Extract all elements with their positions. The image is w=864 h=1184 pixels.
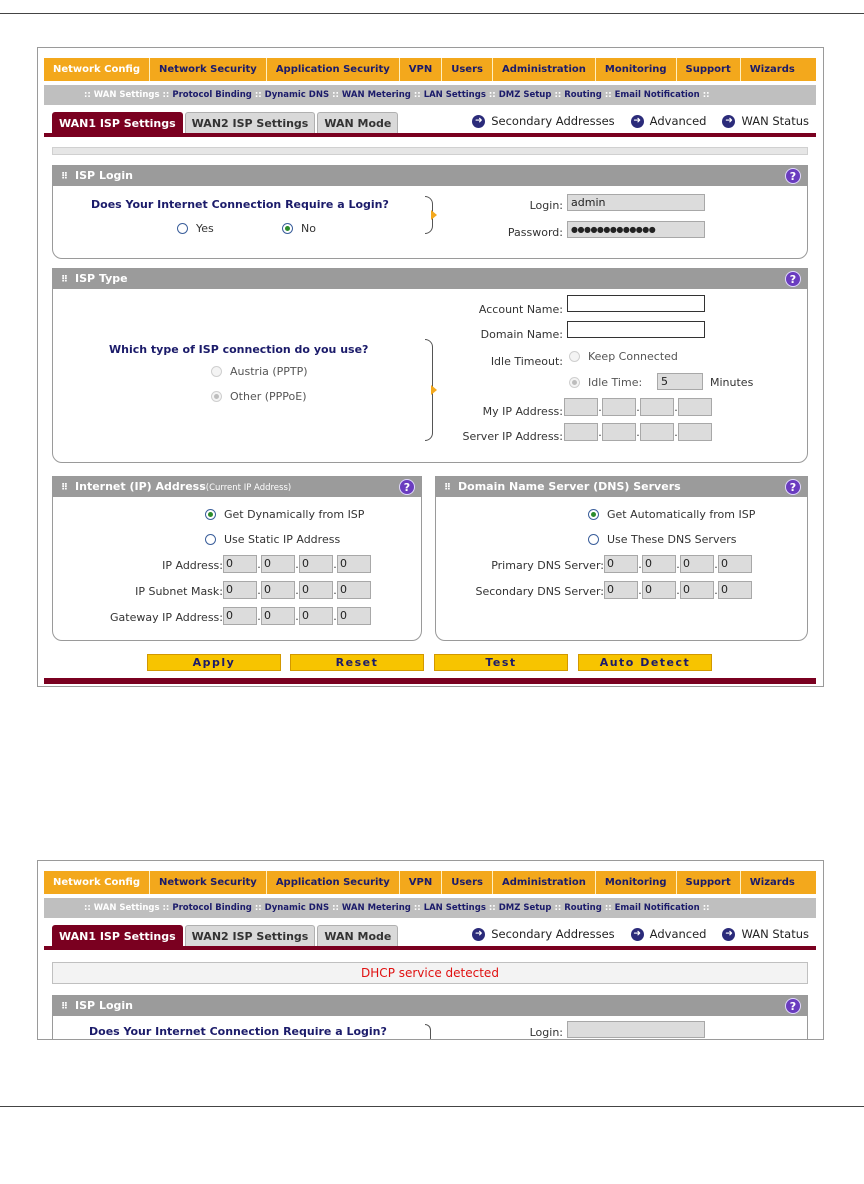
help-icon[interactable]: ?: [785, 479, 801, 495]
dns-auto-radio[interactable]: Get Automatically from ISP: [588, 508, 755, 521]
arrow-right-icon: ➜: [631, 115, 644, 128]
nav-monitoring[interactable]: Monitoring: [596, 58, 677, 81]
bracket-arrow: [431, 385, 437, 395]
subnav-wan-settings[interactable]: :: WAN Settings: [84, 90, 160, 100]
domain-name-input[interactable]: [567, 321, 705, 338]
nav-users[interactable]: Users: [442, 58, 493, 81]
nav-network-security[interactable]: Network Security: [150, 871, 267, 894]
my-ip-input[interactable]: . . .: [564, 398, 712, 416]
nav-network-config[interactable]: Network Config: [44, 58, 150, 81]
radio-dot-selected: [569, 377, 580, 388]
login-field[interactable]: admin: [567, 194, 705, 211]
keep-connected-radio[interactable]: Keep Connected: [569, 350, 678, 363]
help-icon[interactable]: ?: [785, 998, 801, 1014]
isp-login-section: [52, 165, 808, 259]
tab-underline: [44, 133, 816, 137]
grip-icon: ⠿: [61, 1002, 68, 1012]
nav-vpn[interactable]: VPN: [400, 58, 442, 81]
account-name-label: Account Name:: [478, 303, 563, 316]
radio-dot: [205, 534, 216, 545]
login-question: Does Your Internet Connection Require a Login?: [91, 198, 389, 211]
login-question: Does Your Internet Connection Require a Login?: [89, 1025, 387, 1038]
radio-dot: [588, 534, 599, 545]
advanced-link[interactable]: ➜ Advanced: [631, 927, 707, 941]
login-no-radio[interactable]: No: [282, 222, 316, 235]
login-field[interactable]: [567, 1021, 705, 1038]
bracket-divider: [425, 1024, 431, 1040]
nav-support[interactable]: Support: [677, 871, 741, 894]
arrow-right-icon: ➜: [472, 928, 485, 941]
tab-wan-mode[interactable]: WAN Mode: [317, 925, 398, 946]
password-label: Password:: [507, 226, 563, 239]
primary-dns-label: Primary DNS Server:: [491, 559, 604, 572]
nav-monitoring[interactable]: Monitoring: [596, 871, 677, 894]
isp-login-header: ⠿ ISP Login: [53, 166, 807, 186]
tab-wan2-isp-settings[interactable]: WAN2 ISP Settings: [185, 925, 316, 946]
idle-time-input[interactable]: 5: [657, 373, 703, 390]
wan-status-link[interactable]: ➜ WAN Status: [722, 114, 809, 128]
secondary-addresses-link[interactable]: ➜ Secondary Addresses: [472, 114, 614, 128]
arrow-right-icon: ➜: [631, 928, 644, 941]
gateway-ip-label: Gateway IP Address:: [110, 611, 223, 624]
page-bottom-rule: [0, 1106, 864, 1107]
subnav-wan-metering[interactable]: WAN Metering: [341, 903, 411, 913]
dns-manual-radio[interactable]: Use These DNS Servers: [588, 533, 736, 546]
login-yes-radio[interactable]: Yes: [177, 222, 214, 235]
arrow-right-icon: ➜: [472, 115, 485, 128]
bracket-arrow: [431, 210, 437, 220]
isp-type-question: Which type of ISP connection do you use?: [109, 343, 369, 356]
subnav-email-notification[interactable]: Email Notification: [614, 903, 700, 913]
nav-support[interactable]: Support: [677, 58, 741, 81]
subnav-routing[interactable]: Routing: [564, 903, 602, 913]
subnav-protocol-binding[interactable]: Protocol Binding: [172, 903, 252, 913]
dhcp-detected-screenshot: [37, 860, 824, 1040]
grip-icon: ⠿: [61, 483, 68, 493]
advanced-link[interactable]: ➜ Advanced: [631, 114, 707, 128]
server-ip-label: Server IP Address:: [462, 430, 563, 443]
sub-nav: :: WAN Settings :: Protocol Binding :: Dynamic DNS :: WAN Metering :: LAN Settings :: DMZ Setup :: Routing :: Email Notification ::: [44, 898, 816, 918]
austria-pptp-radio[interactable]: Austria (PPTP): [211, 365, 308, 378]
auto-detect-button[interactable]: Auto Detect: [578, 654, 712, 671]
login-label: Login:: [529, 1026, 563, 1039]
subnav-dmz-setup[interactable]: DMZ Setup: [498, 90, 552, 100]
subnav-email-notification[interactable]: Email Notification: [614, 90, 700, 100]
static-ip-radio[interactable]: Use Static IP Address: [205, 533, 340, 546]
radio-dot-selected: [211, 391, 222, 402]
arrow-right-icon: ➜: [722, 115, 735, 128]
nav-wizards[interactable]: Wizards: [749, 877, 795, 888]
main-nav: [44, 58, 816, 81]
tab-bar: [52, 112, 400, 133]
nav-administration[interactable]: Administration: [493, 871, 596, 894]
nav-vpn[interactable]: VPN: [400, 871, 442, 894]
footer-bar: [44, 678, 816, 684]
radio-dot-selected: [588, 509, 599, 520]
internet-ip-section: [52, 476, 422, 641]
nav-application-security[interactable]: Application Security: [267, 58, 400, 81]
header-links: [456, 927, 809, 941]
subnav-lan-settings[interactable]: LAN Settings: [423, 90, 486, 100]
header-links: [456, 114, 809, 128]
subnav-wan-settings[interactable]: :: WAN Settings: [84, 903, 160, 913]
my-ip-label: My IP Address:: [482, 405, 563, 418]
ip-address-label: IP Address:: [162, 559, 223, 572]
subnav-lan-settings[interactable]: LAN Settings: [423, 903, 486, 913]
subnav-dmz-setup[interactable]: DMZ Setup: [498, 903, 552, 913]
help-icon[interactable]: ?: [785, 168, 801, 184]
dns-section: [435, 476, 808, 641]
minutes-label: Minutes: [710, 376, 754, 389]
status-bar: [52, 147, 808, 155]
nav-network-security[interactable]: Network Security: [150, 58, 267, 81]
tab-wan2-isp-settings[interactable]: WAN2 ISP Settings: [185, 112, 316, 133]
isp-login-section: [52, 995, 808, 1040]
subnet-mask-input[interactable]: 0 . 0 . 0 . 0: [223, 581, 371, 599]
main-nav: [44, 871, 816, 894]
secondary-dns-input[interactable]: 0 . 0 . 0 . 0: [604, 581, 752, 599]
get-dynamic-ip-radio[interactable]: Get Dynamically from ISP: [205, 508, 364, 521]
nav-wizards[interactable]: Wizards: [749, 64, 795, 75]
radio-dot-selected: [205, 509, 216, 520]
reset-button[interactable]: Reset: [290, 654, 424, 671]
secondary-addresses-link[interactable]: ➜ Secondary Addresses: [472, 927, 614, 941]
page-top-rule: [0, 13, 864, 14]
gateway-ip-input[interactable]: 0 . 0 . 0 . 0: [223, 607, 371, 625]
radio-dot-selected: [282, 223, 293, 234]
sub-nav: :: WAN Settings :: Protocol Binding :: Dynamic DNS :: WAN Metering :: LAN Settings :: DMZ Setup :: Routing :: Email Notification ::: [44, 85, 816, 105]
idle-time-radio[interactable]: Idle Time:: [569, 376, 642, 389]
help-icon[interactable]: ?: [399, 479, 415, 495]
nav-administration[interactable]: Administration: [493, 58, 596, 81]
isp-login-header: ⠿ ISP Login: [53, 996, 807, 1016]
password-field[interactable]: ●●●●●●●●●●●●●: [567, 221, 705, 238]
tab-wan1-isp-settings[interactable]: WAN1 ISP Settings: [52, 925, 183, 946]
tab-wan-mode[interactable]: WAN Mode: [317, 112, 398, 133]
domain-name-label: Domain Name:: [480, 328, 563, 341]
nav-network-config[interactable]: Network Config: [44, 871, 150, 894]
subnav-wan-metering[interactable]: WAN Metering: [341, 90, 411, 100]
grip-icon: ⠿: [444, 483, 451, 493]
isp-type-header: ⠿ ISP Type: [53, 269, 807, 289]
tab-bar: [52, 925, 400, 946]
other-pppoe-radio[interactable]: Other (PPPoE): [211, 390, 307, 403]
nav-users[interactable]: Users: [442, 871, 493, 894]
grip-icon: ⠿: [61, 275, 68, 285]
subnav-dynamic-dns[interactable]: Dynamic DNS: [264, 903, 330, 913]
radio-dot: [569, 351, 580, 362]
login-label: Login:: [529, 199, 563, 212]
apply-button[interactable]: Apply: [147, 654, 281, 671]
idle-timeout-label: Idle Timeout:: [490, 355, 563, 368]
radio-dot: [211, 366, 222, 377]
wan-status-link[interactable]: ➜ WAN Status: [722, 927, 809, 941]
primary-dns-input[interactable]: 0 . 0 . 0 . 0: [604, 555, 752, 573]
grip-icon: ⠿: [61, 172, 68, 182]
tab-underline: [44, 946, 816, 950]
subnav-protocol-binding[interactable]: Protocol Binding: [172, 90, 252, 100]
ip-address-input[interactable]: 0 . 0 . 0 . 0: [223, 555, 371, 573]
isp-type-section: [52, 268, 808, 463]
tab-wan1-isp-settings[interactable]: WAN1 ISP Settings: [52, 112, 183, 133]
dns-header: ⠿ Domain Name Server (DNS) Servers: [436, 477, 807, 497]
account-name-input[interactable]: [567, 295, 705, 312]
secondary-dns-label: Secondary DNS Server:: [475, 585, 604, 598]
dhcp-status-message: DHCP service detected: [52, 962, 808, 984]
arrow-right-icon: ➜: [722, 928, 735, 941]
test-button[interactable]: Test: [434, 654, 568, 671]
wan-settings-screenshot: [37, 47, 824, 687]
subnet-mask-label: IP Subnet Mask:: [135, 585, 223, 598]
nav-application-security[interactable]: Application Security: [267, 871, 400, 894]
help-icon[interactable]: ?: [785, 271, 801, 287]
server-ip-input[interactable]: . . .: [564, 423, 712, 441]
radio-dot: [177, 223, 188, 234]
internet-ip-header: ⠿ Internet (IP) Address(Current IP Address): [53, 477, 421, 497]
subnav-dynamic-dns[interactable]: Dynamic DNS: [264, 90, 330, 100]
subnav-routing[interactable]: Routing: [564, 90, 602, 100]
